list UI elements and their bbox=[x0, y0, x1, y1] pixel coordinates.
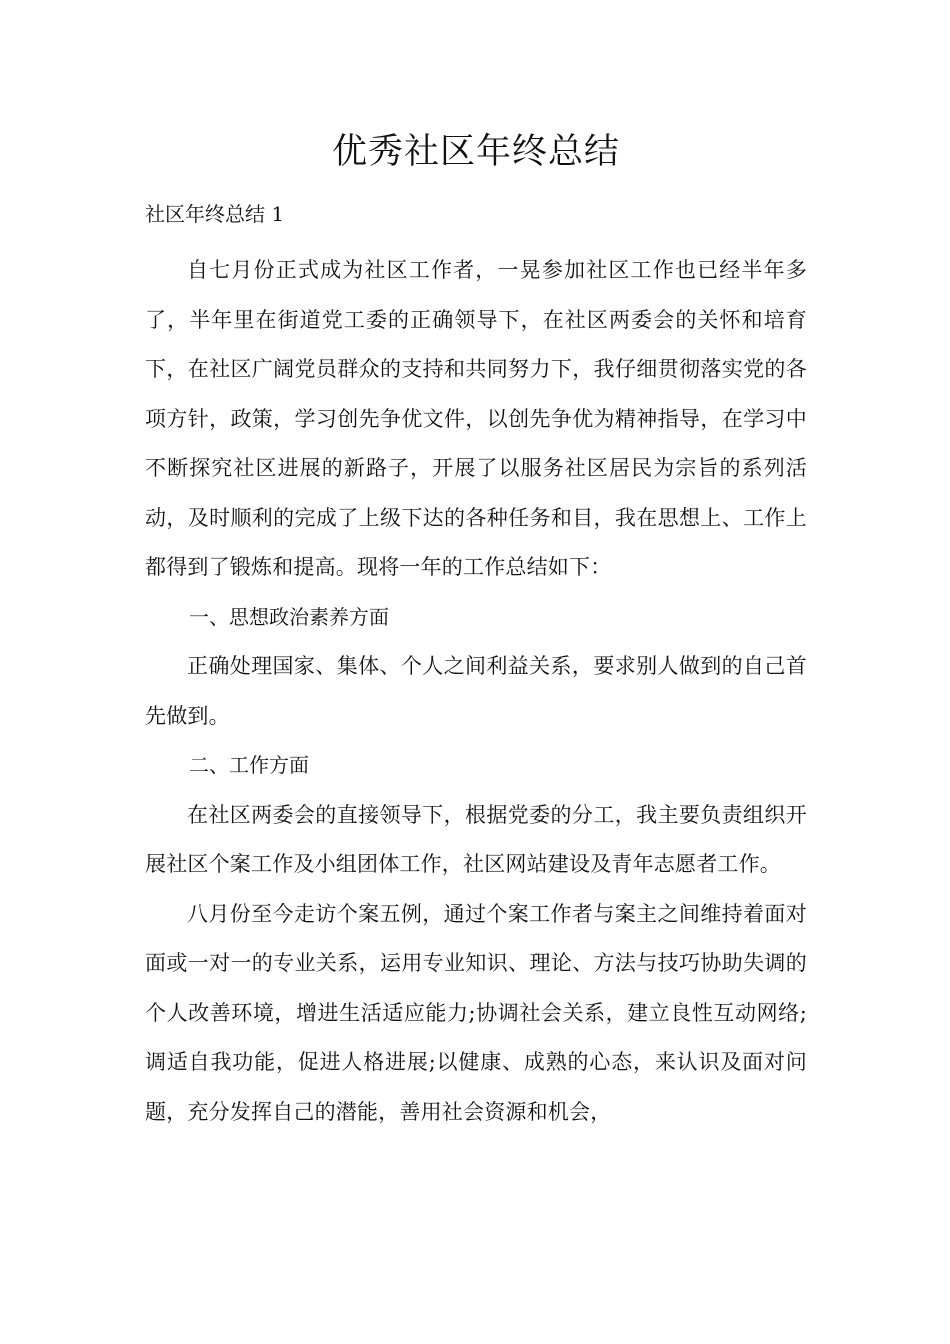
section-heading-2: 二、工作方面 bbox=[189, 753, 309, 777]
paragraph-casework: 八月份至今走访个案五例，通过个案工作者与案主之间维持着面对面或一对一的专业关系，运用专业知识、理论、方法与技巧协助失调的个人改善环境，增进生活适应能力;协调社会关系，建立良性互动网络;调适自我功能，促进人格进展;以健康、成熟的心态，来认识及面对问题，充分发挥自己的潜能，善用社会资源和机会， bbox=[145, 901, 807, 1124]
section-heading-1: 一、思想政治素养方面 bbox=[189, 604, 389, 629]
document-title: 优秀社区年终总结 bbox=[331, 132, 620, 172]
paragraph-section-2: 在社区两委会的直接领导下，根据党委的分工，我主要负责组织开展社区个案工作及小组团体工作，社区网站建设及青年志愿者工作。 bbox=[145, 802, 807, 876]
paragraph-intro: 自七月份正式成为社区工作者，一晃参加社区工作也已经半年多了，半年里在街道党工委的正确领导下，在社区两委会的关怀和培育下，在社区广阔党员群众的支持和共同努力下，我仔细贯彻落实党的各项方针，政策，学习创先争优文件，以创先争优为精神指导，在学习中不断探究社区进展的新路子，开展了以服务社区居民为宗旨的系列活动，及时顺利的完成了上级下达的各种任务和目，我在思想上、工作上都得到了锻炼和提高。现将一年的工作总结如下： bbox=[145, 258, 807, 579]
document-subtitle: 社区年终总结 1 bbox=[145, 202, 285, 226]
document-page bbox=[145, 128, 807, 1137]
paragraph-section-1: 正确处理国家、集体、个人之间利益关系，要求别人做到的自己首先做到。 bbox=[145, 654, 807, 728]
